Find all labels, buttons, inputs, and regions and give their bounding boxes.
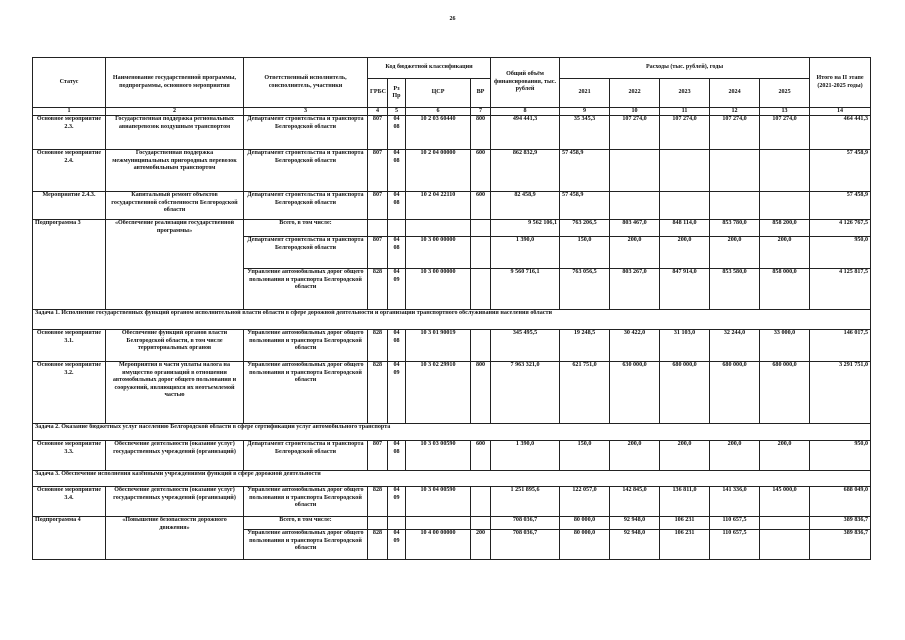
table-row bbox=[33, 362, 871, 424]
header-year: 2024 bbox=[710, 79, 760, 108]
executor-cell: Управление автомобильных дорог общего пользования и транспорта Белгородской области bbox=[244, 530, 368, 560]
year-2025-cell: 107 274,0 bbox=[760, 116, 810, 150]
year-2024-cell: 107 274,0 bbox=[710, 116, 760, 150]
rzpr-cell: 04 09 bbox=[388, 269, 406, 310]
name-cell: Обеспечение функций органов власти Белгородской области, в том числе территориальных органов bbox=[106, 330, 244, 362]
header-expenses: Расходы (тыс. рублей), годы bbox=[560, 58, 810, 79]
header-grbs: ГРБС bbox=[368, 79, 388, 108]
task-row bbox=[33, 471, 871, 487]
name-cell: «Повышение безопасности дорожного движения» bbox=[106, 517, 244, 560]
year-2021-cell: 763 056,5 bbox=[560, 269, 610, 310]
total-cell: 494 441,3 bbox=[491, 116, 560, 150]
header-name: Наименование государственной программы, подпрограммы, основного мероприятия bbox=[106, 58, 244, 108]
year-2025-cell bbox=[760, 517, 810, 530]
header-itogo: Итого на II этапе (2021-2025 годы) bbox=[810, 58, 871, 108]
rzpr-cell bbox=[388, 220, 406, 237]
vr-cell: 200 bbox=[471, 530, 491, 560]
grbs-cell: 828 bbox=[368, 330, 388, 362]
vr-cell bbox=[471, 237, 491, 269]
itogo-cell: 688 049,0 bbox=[810, 487, 871, 517]
vr-cell bbox=[471, 517, 491, 530]
task-3-text: Задача 3. Обеспечение исполнения казёнными учреждениями функций в сфере дорожной деятельности bbox=[33, 471, 871, 487]
year-2024-cell: 141 336,0 bbox=[710, 487, 760, 517]
table-body bbox=[33, 116, 871, 560]
year-2025-cell: 680 000,0 bbox=[760, 362, 810, 424]
column-number: 7 bbox=[471, 108, 491, 116]
name-cell: Мероприятия в части уплаты налога на имущество организаций в отношении автомобильных дорог общего пользования и сооружений, являющихся их неотъемлемой частью bbox=[106, 362, 244, 424]
total-cell: 9 562 106,1 bbox=[491, 220, 560, 237]
itogo-cell: 950,0 bbox=[810, 237, 871, 269]
year-2021-cell: 621 751,0 bbox=[560, 362, 610, 424]
year-2024-cell: 853 780,0 bbox=[710, 220, 760, 237]
column-number: 1 bbox=[33, 108, 106, 116]
total-cell: 708 036,7 bbox=[491, 530, 560, 560]
column-number: 4 bbox=[368, 108, 388, 116]
year-2025-cell: 200,0 bbox=[760, 441, 810, 471]
year-2023-cell: 680 000,0 bbox=[660, 362, 710, 424]
year-2023-cell: 200,0 bbox=[660, 441, 710, 471]
total-cell: 708 036,7 bbox=[491, 517, 560, 530]
table-row bbox=[33, 220, 871, 237]
itogo-cell: 3 291 751,0 bbox=[810, 362, 871, 424]
table-row bbox=[33, 330, 871, 362]
year-2024-cell: 110 657,5 bbox=[710, 530, 760, 560]
task-row bbox=[33, 424, 871, 441]
year-2023-cell bbox=[660, 192, 710, 220]
year-2022-cell: 630 000,0 bbox=[610, 362, 660, 424]
task-2-text: Задача 2. Оказание бюджетных услуг населению Белгородской области в сфере сертификации услуг автомобильного транспорта bbox=[33, 424, 871, 441]
header-rzpr: Рз Пр bbox=[388, 79, 406, 108]
rzpr-cell: 04 08 bbox=[388, 116, 406, 150]
grbs-cell: 807 bbox=[368, 116, 388, 150]
header-csr: ЦСР bbox=[406, 79, 471, 108]
grbs-cell: 828 bbox=[368, 487, 388, 517]
year-2022-cell: 142 845,0 bbox=[610, 487, 660, 517]
column-number: 10 bbox=[610, 108, 660, 116]
name-cell: Государственная поддержка межмуниципальных пригородных перевозок автомобильным транспортом bbox=[106, 150, 244, 192]
task-row bbox=[33, 310, 871, 330]
year-2024-cell: 32 244,0 bbox=[710, 330, 760, 362]
grbs-cell: 807 bbox=[368, 441, 388, 471]
year-2021-cell: 150,0 bbox=[560, 237, 610, 269]
column-number: 6 bbox=[406, 108, 471, 116]
executor-cell: Департамент строительства и транспорта Белгородской области bbox=[244, 237, 368, 269]
status-cell: Основное мероприятие 2.3. bbox=[33, 116, 106, 150]
csr-cell: 10 3 03 00590 bbox=[406, 441, 471, 471]
itogo-cell: 389 836,7 bbox=[810, 530, 871, 560]
executor-cell: Всего, в том числе: bbox=[244, 517, 368, 530]
executor-cell: Департамент строительства и транспорта Белгородской области bbox=[244, 441, 368, 471]
year-2021-cell: 57 458,9 bbox=[560, 192, 610, 220]
name-cell: Обеспечение деятельности (оказание услуг) государственных учреждений (организаций) bbox=[106, 487, 244, 517]
total-cell: 9 560 716,1 bbox=[491, 269, 560, 310]
grbs-cell: 807 bbox=[368, 150, 388, 192]
year-2024-cell bbox=[710, 150, 760, 192]
status-cell: Основное мероприятие 2.4. bbox=[33, 150, 106, 192]
header-executor: Ответственный исполнитель, соисполнитель, участники bbox=[244, 58, 368, 108]
year-2024-cell: 680 000,0 bbox=[710, 362, 760, 424]
budget-table bbox=[32, 57, 871, 560]
csr-cell: 10 2 04 22110 bbox=[406, 192, 471, 220]
vr-cell bbox=[471, 220, 491, 237]
year-2021-cell: 150,0 bbox=[560, 441, 610, 471]
column-number: 2 bbox=[106, 108, 244, 116]
name-cell: Обеспечение деятельности (оказание услуг) государственных учреждений (организаций) bbox=[106, 441, 244, 471]
year-2023-cell: 847 914,0 bbox=[660, 269, 710, 310]
csr-cell: 10 3 02 29910 bbox=[406, 362, 471, 424]
year-2023-cell: 136 811,0 bbox=[660, 487, 710, 517]
table-row bbox=[33, 192, 871, 220]
vr-cell: 800 bbox=[471, 362, 491, 424]
rzpr-cell: 04 08 bbox=[388, 441, 406, 471]
year-2025-cell: 200,0 bbox=[760, 237, 810, 269]
csr-cell: 10 3 00 00000 bbox=[406, 269, 471, 310]
table-row bbox=[33, 487, 871, 517]
executor-cell: Управление автомобильных дорог общего пользования и транспорта Белгородской области bbox=[244, 362, 368, 424]
rzpr-cell: 04 09 bbox=[388, 487, 406, 517]
itogo-cell: 57 458,9 bbox=[810, 192, 871, 220]
table-row bbox=[33, 517, 871, 530]
grbs-cell bbox=[368, 220, 388, 237]
column-number: 9 bbox=[560, 108, 610, 116]
year-2025-cell: 858 000,0 bbox=[760, 269, 810, 310]
header-status: Статус bbox=[33, 58, 106, 108]
table-row bbox=[33, 150, 871, 192]
year-2023-cell: 31 103,0 bbox=[660, 330, 710, 362]
year-2022-cell: 107 274,0 bbox=[610, 116, 660, 150]
itogo-cell: 950,0 bbox=[810, 441, 871, 471]
column-number: 3 bbox=[244, 108, 368, 116]
itogo-cell: 464 441,3 bbox=[810, 116, 871, 150]
year-2022-cell: 803 267,0 bbox=[610, 269, 660, 310]
year-2024-cell: 853 580,0 bbox=[710, 269, 760, 310]
grbs-cell: 828 bbox=[368, 269, 388, 310]
year-2023-cell: 106 231 bbox=[660, 517, 710, 530]
total-cell: 345 495,5 bbox=[491, 330, 560, 362]
header-year: 2025 bbox=[760, 79, 810, 108]
executor-cell: Департамент строительства и транспорта Белгородской области bbox=[244, 150, 368, 192]
executor-cell: Департамент строительства и транспорта Белгородской области bbox=[244, 116, 368, 150]
csr-cell bbox=[406, 517, 471, 530]
year-2025-cell bbox=[760, 150, 810, 192]
status-cell: Подпрограмма 3 bbox=[33, 220, 106, 310]
year-2023-cell: 848 114,0 bbox=[660, 220, 710, 237]
status-cell: Основное мероприятие 3.2. bbox=[33, 362, 106, 424]
status-cell: Основное мероприятие 3.3. bbox=[33, 441, 106, 471]
itogo-cell: 57 458,9 bbox=[810, 150, 871, 192]
year-2025-cell: 145 000,0 bbox=[760, 487, 810, 517]
rzpr-cell: 04 09 bbox=[388, 530, 406, 560]
year-2025-cell: 33 000,0 bbox=[760, 330, 810, 362]
year-2025-cell bbox=[760, 192, 810, 220]
rzpr-cell: 04 09 bbox=[388, 362, 406, 424]
name-cell: Государственная поддержка региональных авиаперевозок воздушным транспортом bbox=[106, 116, 244, 150]
vr-cell bbox=[471, 487, 491, 517]
grbs-cell: 828 bbox=[368, 530, 388, 560]
itogo-cell: 4 126 767,5 bbox=[810, 220, 871, 237]
csr-cell: 10 3 00 00000 bbox=[406, 237, 471, 269]
year-2023-cell: 200,0 bbox=[660, 237, 710, 269]
header-vr: ВР bbox=[471, 79, 491, 108]
grbs-cell: 807 bbox=[368, 237, 388, 269]
year-2024-cell: 200,0 bbox=[710, 237, 760, 269]
total-cell: 1 390,0 bbox=[491, 237, 560, 269]
status-cell: Основное мероприятие 3.1. bbox=[33, 330, 106, 362]
header-total: Общий объём финансирования, тыс. рублей bbox=[491, 58, 560, 108]
column-number: 13 bbox=[760, 108, 810, 116]
vr-cell: 600 bbox=[471, 150, 491, 192]
column-number: 11 bbox=[660, 108, 710, 116]
column-number: 5 bbox=[388, 108, 406, 116]
csr-cell: 10 2 04 00000 bbox=[406, 150, 471, 192]
executor-cell: Всего, в том числе: bbox=[244, 220, 368, 237]
itogo-cell: 146 017,5 bbox=[810, 330, 871, 362]
year-2021-cell: 122 057,0 bbox=[560, 487, 610, 517]
total-cell: 1 251 895,6 bbox=[491, 487, 560, 517]
status-cell: Подпрограмма 4 bbox=[33, 517, 106, 560]
year-2024-cell: 110 657,5 bbox=[710, 517, 760, 530]
page-number: 26 bbox=[449, 16, 456, 22]
year-2021-cell: 57 458,9 bbox=[560, 150, 610, 192]
executor-cell: Управление автомобильных дорог общего пользования и транспорта Белгородской области bbox=[244, 330, 368, 362]
year-2022-cell bbox=[610, 192, 660, 220]
name-cell: «Обеспечение реализации государственной программы» bbox=[106, 220, 244, 310]
rzpr-cell: 04 08 bbox=[388, 192, 406, 220]
column-number: 8 bbox=[491, 108, 560, 116]
table-row bbox=[33, 116, 871, 150]
status-cell: Основное мероприятие 3.4. bbox=[33, 487, 106, 517]
year-2022-cell: 803 467,0 bbox=[610, 220, 660, 237]
itogo-cell: 4 125 817,5 bbox=[810, 269, 871, 310]
vr-cell bbox=[471, 330, 491, 362]
year-2021-cell: 35 345,3 bbox=[560, 116, 610, 150]
name-cell: Капитальный ремонт объектов государственной собственности Белгородской области bbox=[106, 192, 244, 220]
rzpr-cell: 04 08 bbox=[388, 330, 406, 362]
header-year: 2023 bbox=[660, 79, 710, 108]
task-1-text: Задача 1. Исполнение государственных функций органом исполнительной власти области в сфере дорожной деятельности и организации транспортного обслуживания населения области bbox=[33, 310, 871, 330]
grbs-cell: 807 bbox=[368, 192, 388, 220]
rzpr-cell: 04 08 bbox=[388, 237, 406, 269]
rzpr-cell: 04 08 bbox=[388, 150, 406, 192]
year-2021-cell: 80 000,0 bbox=[560, 517, 610, 530]
year-2022-cell: 200,0 bbox=[610, 441, 660, 471]
csr-cell: 10 4 00 00000 bbox=[406, 530, 471, 560]
year-2021-cell: 19 248,5 bbox=[560, 330, 610, 362]
executor-cell: Управление автомобильных дорог общего пользования и транспорта Белгородской области bbox=[244, 487, 368, 517]
csr-cell: 10 3 01 90019 bbox=[406, 330, 471, 362]
total-cell: 1 390,0 bbox=[491, 441, 560, 471]
year-2021-cell: 763 206,5 bbox=[560, 220, 610, 237]
vr-cell: 600 bbox=[471, 441, 491, 471]
header-budget-code: Код бюджетной классификации bbox=[368, 58, 491, 79]
rzpr-cell bbox=[388, 517, 406, 530]
header-year: 2022 bbox=[610, 79, 660, 108]
total-cell: 862 832,9 bbox=[491, 150, 560, 192]
year-2024-cell: 200,0 bbox=[710, 441, 760, 471]
grbs-cell: 828 bbox=[368, 362, 388, 424]
executor-cell: Управление автомобильных дорог общего пользования и транспорта Белгородской области bbox=[244, 269, 368, 310]
vr-cell: 800 bbox=[471, 116, 491, 150]
header-year: 2021 bbox=[560, 79, 610, 108]
year-2022-cell: 30 422,0 bbox=[610, 330, 660, 362]
year-2023-cell: 107 274,0 bbox=[660, 116, 710, 150]
year-2021-cell: 80 000,0 bbox=[560, 530, 610, 560]
table-row bbox=[33, 441, 871, 471]
csr-cell: 10 2 03 60440 bbox=[406, 116, 471, 150]
year-2023-cell bbox=[660, 150, 710, 192]
year-2025-cell: 858 200,0 bbox=[760, 220, 810, 237]
table-header bbox=[33, 58, 871, 116]
year-2025-cell bbox=[760, 530, 810, 560]
year-2022-cell: 92 948,0 bbox=[610, 530, 660, 560]
year-2022-cell: 200,0 bbox=[610, 237, 660, 269]
total-cell: 7 963 321,0 bbox=[491, 362, 560, 424]
itogo-cell: 389 836,7 bbox=[810, 517, 871, 530]
total-cell: 82 458,9 bbox=[491, 192, 560, 220]
grbs-cell bbox=[368, 517, 388, 530]
year-2023-cell: 106 231 bbox=[660, 530, 710, 560]
csr-cell: 10 3 04 00590 bbox=[406, 487, 471, 517]
csr-cell bbox=[406, 220, 471, 237]
column-number: 14 bbox=[810, 108, 871, 116]
vr-cell: 600 bbox=[471, 192, 491, 220]
status-cell: Мероприятие 2.4.3. bbox=[33, 192, 106, 220]
year-2022-cell: 92 948,0 bbox=[610, 517, 660, 530]
vr-cell bbox=[471, 269, 491, 310]
column-number: 12 bbox=[710, 108, 760, 116]
executor-cell: Департамент строительства и транспорта Белгородской области bbox=[244, 192, 368, 220]
year-2024-cell bbox=[710, 192, 760, 220]
year-2022-cell bbox=[610, 150, 660, 192]
